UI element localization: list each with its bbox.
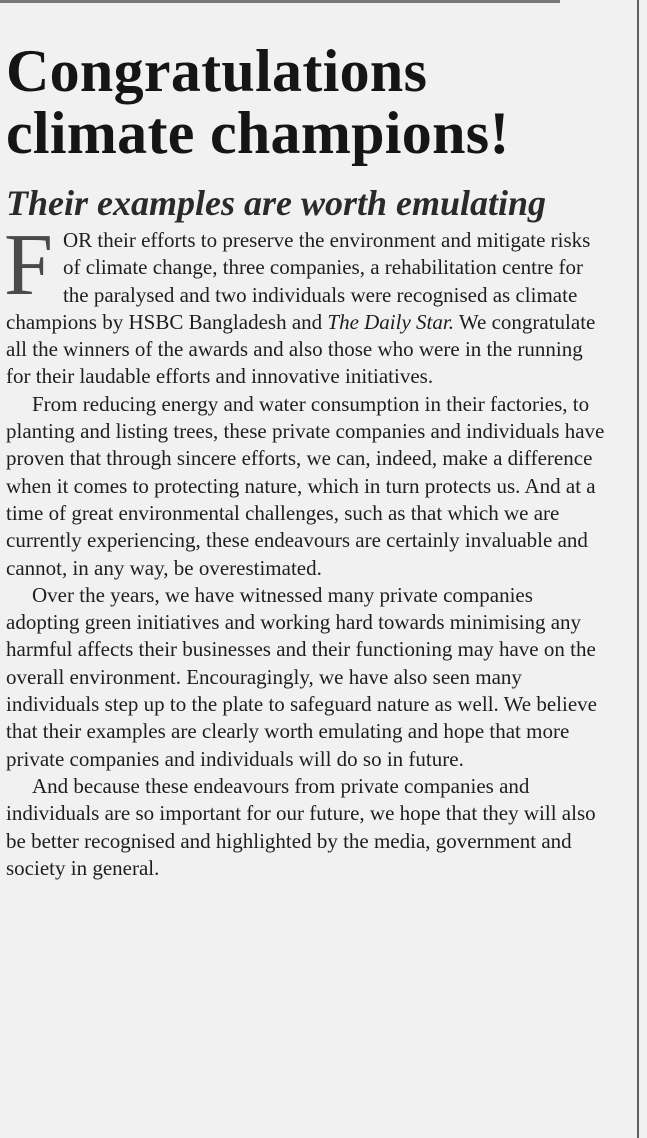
headline: Congratulations climate champions! bbox=[6, 38, 510, 166]
article-body bbox=[4, 217, 606, 882]
paragraph-1 bbox=[4, 217, 606, 391]
drop-cap: F bbox=[4, 217, 53, 314]
top-column-rule bbox=[0, 0, 560, 3]
subheadline: Their examples are worth emulating bbox=[6, 183, 547, 223]
newspaper-name: The Daily Star. bbox=[327, 309, 454, 334]
paragraph-1-text-end: We congratulate all the winners of the awards and also those who were in the running for their laudable efforts and innovative initiatives. bbox=[6, 309, 596, 389]
paragraph-2: From reducing energy and water consumption in their factories, to planting and listing trees, these private companies and individuals have proven that through sincere efforts, we can, indeed, make a difference when it comes to protecting nature, which in turn protects us. And at a time of great environmental challenges, such as that which we are currently experiencing, these endeavours are certainly invaluable and cannot, in any way, be overestimated. bbox=[6, 391, 605, 580]
paragraph-3: Over the years, we have witnessed many private companies adopting green initiatives and working hard towards minimising any harmful affects their businesses and their functioning may have on the overall environment. Encouragingly, we have also seen many individuals step up to the plate to safeguard nature as well. We believe that their examples are clearly worth emulating and hope that more private companies and individuals will do so in future. bbox=[6, 582, 597, 771]
right-column-rule bbox=[637, 0, 639, 1138]
paragraph-4: And because these endeavours from private companies and individuals are so important for our future, we hope that they will also be better recognised and highlighted by the media, government and society in general. bbox=[6, 773, 596, 880]
paragraph-1-text: OR their efforts to preserve the environment and mitigate risks of climate change, three companies, a rehabilitation centre for the paralysed and two individuals were recognised as climate champions by HSBC Bangladesh and bbox=[6, 228, 591, 334]
editorial-article bbox=[6, 40, 606, 882]
